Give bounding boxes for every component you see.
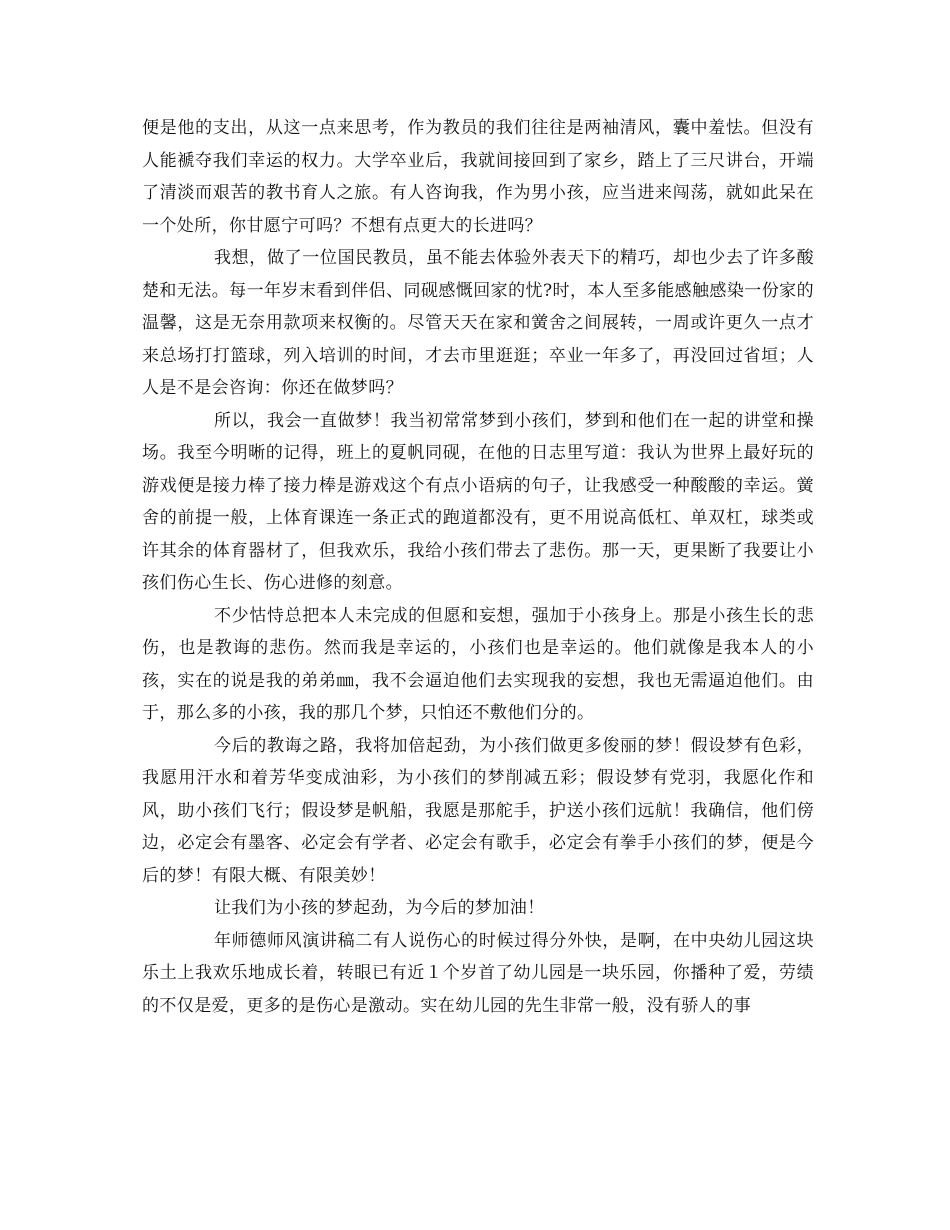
paragraph-3: 所以，我会一直做梦！我当初常常梦到小孩们，梦到和他们在一起的讲堂和操场。我至今明晰的记得，班上的夏帆同砚，在他的日志里写道：我认为世界上最好玩的游戏便是接力棒了接力棒是游戏这个有点小语病的句子，让我感受一种酸酸的幸运。黉舍的前提一般，上体育课连一条正式的跑道都没有，更不用说高低杠、单双杠，球类或许其余的体育器材了，但我欢乐，我给小孩们带去了悲伤。那一天，更果断了我要让小孩们伤心生长、伤心进修的刻意。 [142,410,814,593]
paragraph-1: 便是他的支出，从这一点来思考，作为教员的我们往往是两袖清风，囊中羞怯。但没有人能褫夺我们幸运的权力。大学卒业后，我就间接回到了家乡，踏上了三尺讲台，开端了清淡而艰苦的教书育人之旅。有人咨询我，作为男小孩，应当进来闯荡，就如此呆在一个处所，你甘愿宁可吗？不想有点更大的长进吗？ [142,118,814,236]
paragraph-6: 让我们为小孩的梦起劲，为今后的梦加油！ [214,898,545,918]
paragraph-7: 年师德师风演讲稿二有人说伤心的时候过得分外快，是啊，在中央幼儿园这块乐土上我欢乐地成长着，转眼已有近１个岁首了幼儿园是一块乐园，你播种了爱，劳绩的不仅是爱，更多的是伤心是激动。实在幼儿园的先生非常一般，没有骄人的事 [142,930,814,1016]
paragraph-2: 我想，做了一位国民教员，虽不能去体验外表天下的精巧，却也少去了许多酸楚和无法。每一年岁末看到伴侣、同砚感慨回家的忧?时，本人至多能感触感染一份家的温馨，这是无奈用款项来权衡的。尽管天天在家和黉舍之间展转，一周或许更久一点才来总场打打篮球，列入培训的时间，才去市里逛逛；卒业一年多了，再没回过省垣；人人是不是会咨询：你还在做梦吗？ [142,248,814,398]
document-body [142,112,814,1022]
paragraph-4: 不少怙恃总把本人未完成的但愿和妄想，强加于小孩身上。那是小孩生长的悲伤，也是教诲的悲伤。然而我是幸运的，小孩们也是幸运的。他们就像是我本人的小孩，实在的说是我的弟弟㎜，我不会逼迫他们去实现我的妄想，我也无需逼迫他们。由于，那么多的小孩，我的那几个梦，只怕还不敷他们分的。 [142,605,814,723]
paragraph-5: 今后的教诲之路，我将加倍起劲，为小孩们做更多俊丽的梦！假设梦有色彩，我愿用汗水和着芳华变成油彩，为小孩们的梦削减五彩；假设梦有党羽，我愿化作和风，助小孩们飞行；假设梦是帆船，我愿是那舵手，护送小孩们远航！我确信，他们傍边，必定会有墨客、必定会有学者、必定会有歌手，必定会有拳手小孩们的梦，便是今后的梦！有限大概、有限美妙！ [142,735,814,886]
